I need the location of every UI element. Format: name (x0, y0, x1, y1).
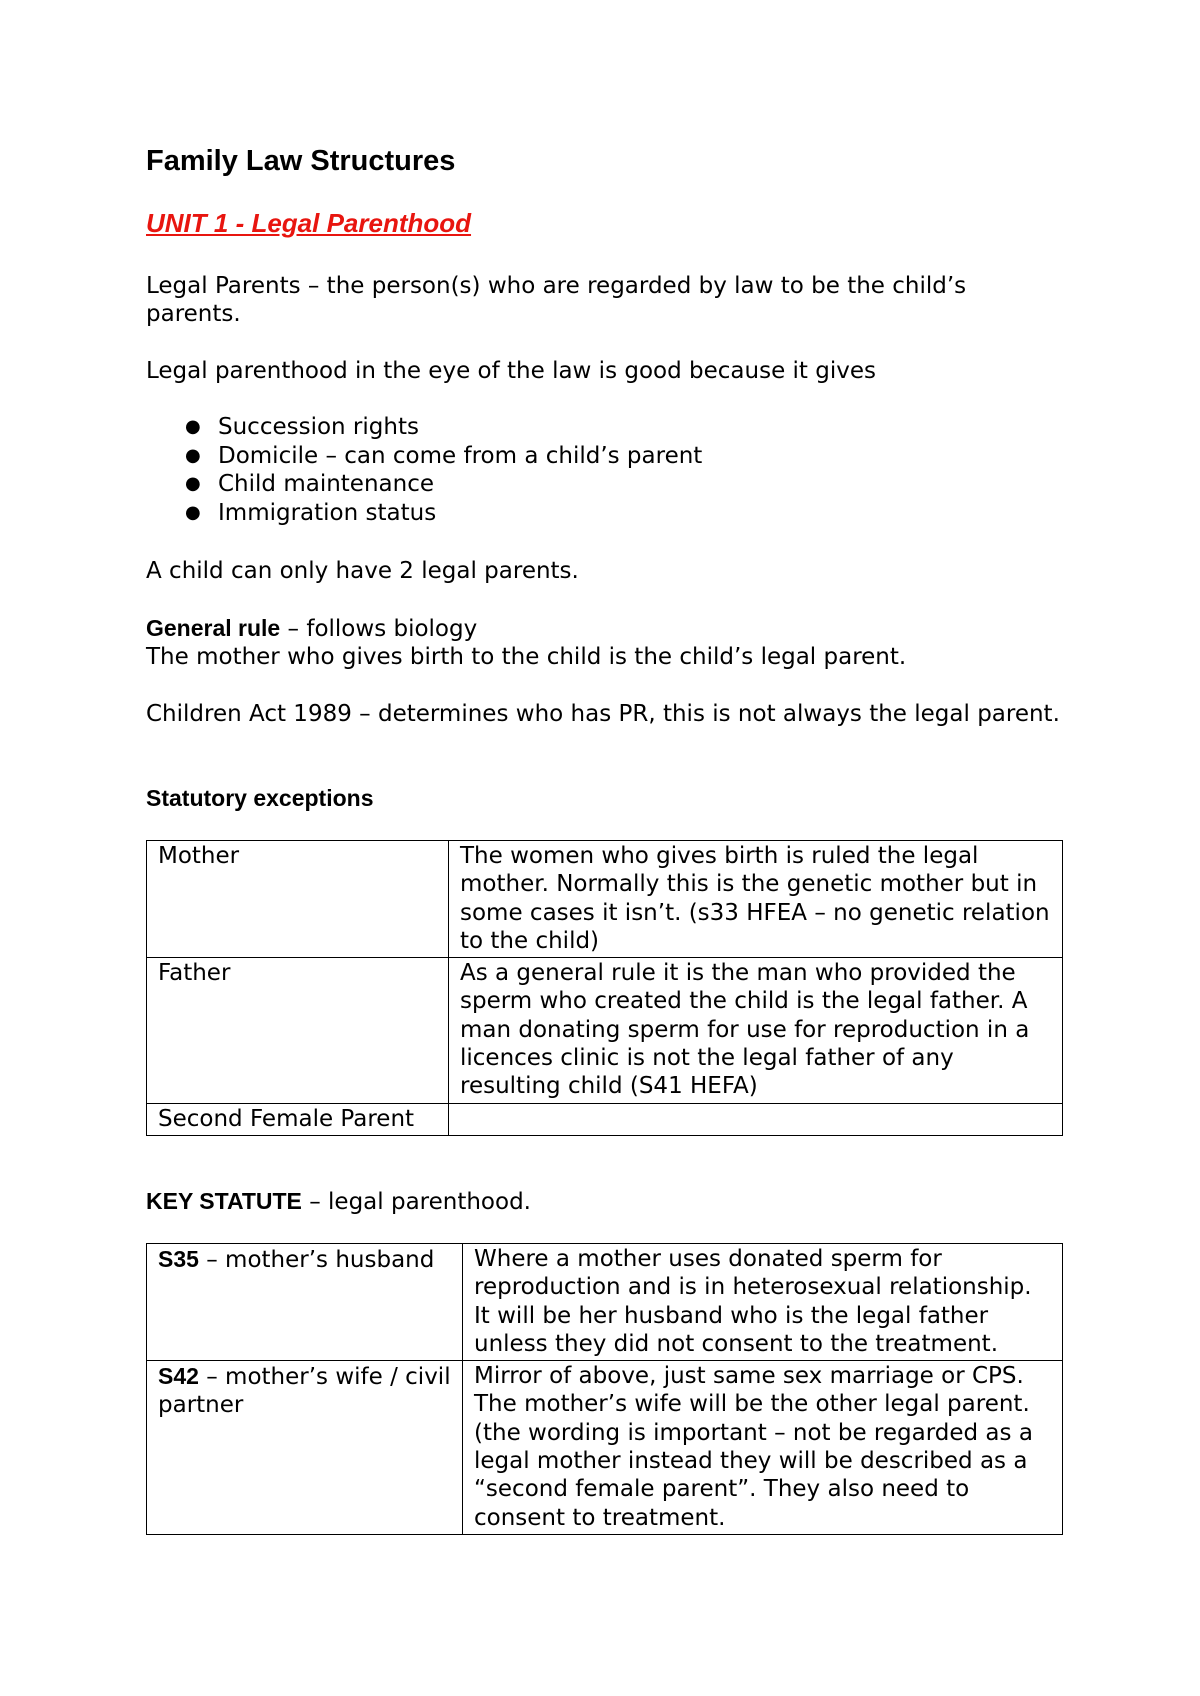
document-title: Family Law Structures (146, 145, 456, 177)
exception-label: Father (147, 958, 449, 1103)
exceptions-table (146, 840, 1063, 1136)
statute-section: S42 (158, 1363, 199, 1390)
benefits-intro: Legal parenthood in the eye of the law is good because it gives (146, 358, 876, 384)
exception-text (449, 1103, 1063, 1135)
statute-section-desc: – mother’s husband (198, 1247, 435, 1273)
statute-section-cell (147, 1244, 463, 1361)
key-statute-label: KEY STATUTE (146, 1188, 302, 1214)
bullet-icon: ● (185, 444, 201, 466)
list-item: ● Child maintenance (185, 471, 435, 497)
bullet-icon: ● (185, 501, 201, 523)
general-rule-line (146, 614, 1062, 643)
statute-text: Where a mother uses donated sperm for reproduction and is in heterosexual relationship. It will be her husband who is the legal father unless they did not consent to the treatment. (463, 1244, 1063, 1361)
exception-text: The women who gives birth is ruled the legal mother. Normally this is the genetic mother but in some cases it isn’t. (s33 HFEA – no genetic relation to the child) (449, 841, 1063, 958)
benefits-list (146, 413, 702, 527)
list-item: ● Succession rights (185, 414, 419, 440)
mother-rule: The mother who gives birth to the child is the child’s legal parent. (146, 644, 907, 670)
table-row (147, 958, 1063, 1103)
legal-parents-definition: Legal Parents – the person(s) who are regarded by law to be the child’s parents. (146, 273, 967, 327)
statutory-exceptions-heading: Statutory exceptions (146, 785, 374, 811)
statute-section-cell (147, 1361, 463, 1535)
unit-heading: UNIT 1 - Legal Parenthood (146, 208, 472, 238)
table-row (147, 1361, 1063, 1535)
bullet-icon: ● (185, 473, 201, 494)
statute-section: S35 (158, 1246, 199, 1272)
table-row (147, 841, 1063, 958)
general-rule-text: – follows biology (280, 616, 478, 642)
table-row (147, 1244, 1063, 1361)
statute-table (146, 1243, 1063, 1535)
general-rule-label: General rule (146, 615, 281, 641)
list-item: ● Domicile – can come from a child’s parent (185, 442, 703, 469)
table-row (147, 1103, 1063, 1135)
key-statute-text: – legal parenthood. (301, 1189, 531, 1215)
two-parents-statement: A child can only have 2 legal parents. (146, 558, 579, 584)
exception-label: Mother (147, 841, 449, 958)
list-item: ● Immigration status (185, 499, 437, 526)
statute-text: Mirror of above, just same sex marriage or CPS. The mother’s wife will be the other legal parent. (the wording is important – not be regarded as a legal mother instead they will be described as a “second female parent”. They also need to consent to treatment. (463, 1361, 1063, 1535)
bullet-icon: ● (185, 416, 201, 437)
statute-section-desc: – mother’s wife / civil partner (158, 1364, 451, 1419)
children-act-note: Children Act 1989 – determines who has PR, this is not always the legal parent. (146, 701, 1060, 727)
exception-text: As a general rule it is the man who provided the sperm who created the child is the legal father. A man donating sperm for use for reproduction in a licences clinic is not the legal father of any resulting child (S41 HEFA) (449, 958, 1063, 1103)
exception-label: Second Female Parent (147, 1103, 449, 1135)
key-statute-line (146, 1187, 1062, 1216)
